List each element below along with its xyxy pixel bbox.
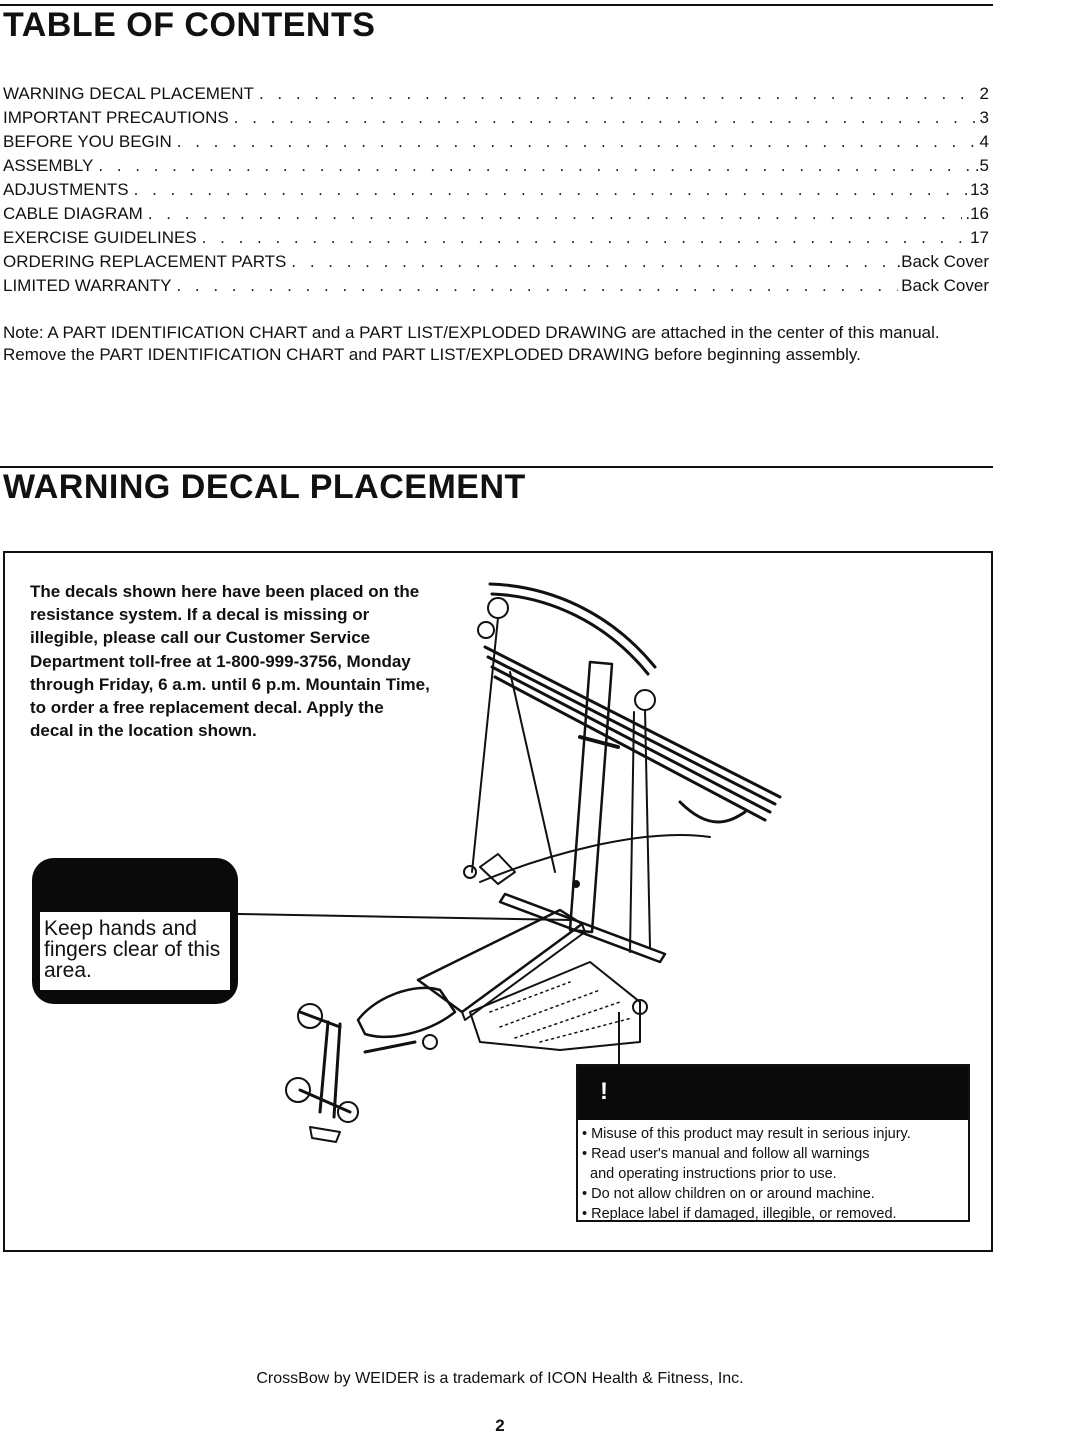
toc-entry[interactable] [3, 252, 989, 276]
toc-dot-leader [98, 156, 971, 176]
toc-entry-page: 2 [979, 84, 989, 103]
warning-label-header [578, 1066, 968, 1120]
toc-dot-leader [291, 252, 893, 272]
warning-line: • Do not allow children on or around machine. [582, 1186, 875, 1202]
assembly-note: Note: A PART IDENTIFICATION CHART and a PART LIST/EXPLODED DRAWING are attached in the center of this manual. Remove the PART IDENTIFICATION CHART and PART LIST/EXPLODED DRAWING before beginning assembly. [3, 323, 940, 364]
toc-entry-page: .Back Cover [896, 252, 989, 271]
toc-entry-label: ASSEMBLY [3, 156, 94, 175]
toc-entry-page: 4 [979, 132, 989, 151]
toc-entry[interactable] [3, 180, 989, 204]
toc-entry[interactable] [3, 156, 989, 180]
warning-line: • Misuse of this product may result in serious injury. [582, 1126, 911, 1142]
warning-line: • Read user's manual and follow all warnings [582, 1146, 870, 1162]
decal-intro-text: The decals shown here have been placed on the resistance system. If a decal is missing or illegible, please call our Customer Service Department toll-free at 1-800-999-3756, Monday through Friday, 6 a.m. until 6 p.m. Mountain Time, to order a free replacement decal. Apply the decal in the location shown. [30, 582, 430, 741]
warning-label-decal [576, 1064, 970, 1222]
toc-entry-label: ADJUSTMENTS [3, 180, 129, 199]
toc-entry-label: LIMITED WARRANTY [3, 276, 172, 295]
warning-label-lines [582, 1124, 966, 1224]
toc-entry-label: ORDERING REPLACEMENT PARTS [3, 252, 287, 271]
trademark-notice: CrossBow by WEIDER is a trademark of ICON Health & Fitness, Inc. [256, 1370, 744, 1387]
toc-dot-leader [177, 132, 977, 152]
toc-dot-leader [134, 180, 967, 200]
toc-entry-label: BEFORE YOU BEGIN [3, 132, 172, 151]
toc-entry-label: IMPORTANT PRECAUTIONS [3, 108, 229, 127]
toc-entry[interactable] [3, 276, 989, 300]
decal-section-heading: WARNING DECAL PLACEMENT [3, 468, 526, 506]
toc-list [3, 84, 989, 300]
warning-line: and operating instructions prior to use. [582, 1166, 837, 1182]
toc-entry-label: EXERCISE GUIDELINES [3, 228, 197, 247]
toc-entry[interactable] [3, 132, 989, 156]
toc-entry-label: WARNING DECAL PLACEMENT [3, 84, 254, 103]
toc-entry-page: .16 [965, 204, 989, 223]
toc-dot-leader [234, 108, 977, 128]
warning-line: • Replace label if damaged, illegible, or removed. [582, 1206, 897, 1222]
toc-entry-label: CABLE DIAGRAM [3, 204, 143, 223]
toc-heading: TABLE OF CONTENTS [3, 6, 376, 44]
toc-entry[interactable] [3, 108, 989, 132]
toc-entry[interactable] [3, 204, 989, 228]
toc-dot-leader [202, 228, 967, 248]
hand-warning-decal-text: Keep hands and fingers clear of this area. [40, 912, 230, 990]
toc-entry[interactable] [3, 228, 989, 252]
toc-entry-page: 13 [970, 180, 989, 199]
toc-entry-page: 17 [970, 228, 989, 247]
toc-dot-leader [148, 204, 963, 224]
exclamation-icon: ! [600, 1078, 608, 1105]
toc-entry-page: 3 [979, 108, 989, 127]
page-number: 2 [495, 1416, 505, 1435]
toc-entry-page: .5 [974, 156, 989, 175]
toc-entry-page: Back Cover [901, 276, 989, 295]
toc-entry[interactable] [3, 84, 989, 108]
toc-dot-leader [259, 84, 977, 104]
toc-dot-leader [176, 276, 898, 296]
